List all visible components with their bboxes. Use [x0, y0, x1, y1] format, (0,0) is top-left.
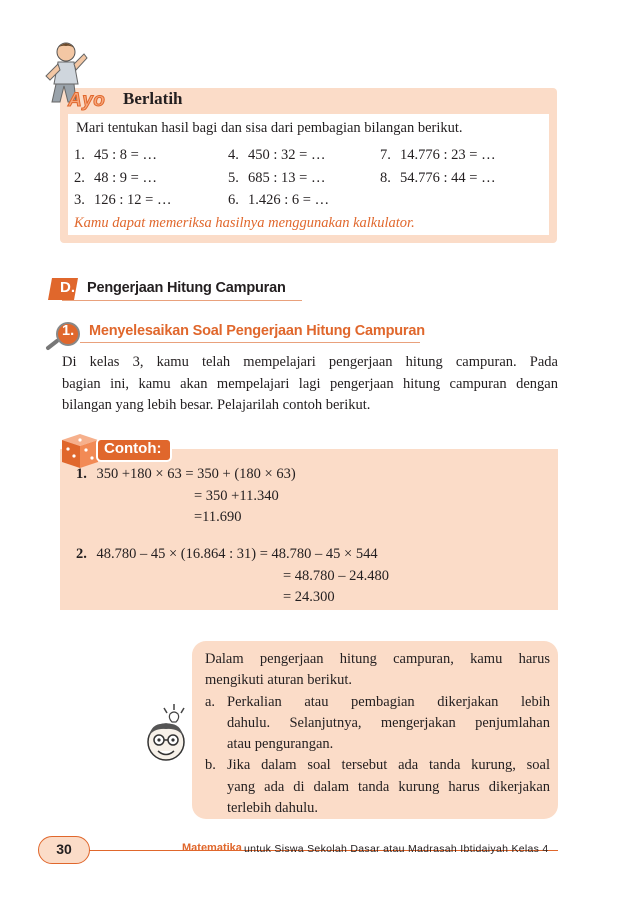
rule-a-line: Perkalian atau pembagian dikerjakan lebih [227, 693, 550, 710]
intro-paragraph [62, 352, 558, 417]
rule-a [205, 692, 550, 756]
rules-intro-line: mengikuti aturan berikut. [205, 672, 352, 689]
page-number: 30 [56, 841, 72, 857]
paragraph-line: bagian ini, kamu akan mempelajari lagi pengerjaan hitung campuran dengan [62, 375, 558, 392]
section-letter: D. [60, 279, 75, 296]
footer-brand: Matematika [182, 842, 242, 854]
example-1-number: 1. [76, 466, 87, 482]
paragraph-line: bilangan yang lebih besar. Pelajarilah contoh berikut. [62, 397, 371, 413]
exercise-item: 4. 450 : 32 = … [228, 147, 326, 163]
example-2-line-2: = 48.780 – 24.480 [283, 568, 390, 584]
exercise-item: 3. 126 : 12 = … [74, 192, 172, 208]
subsection-number: 1. [62, 323, 75, 339]
footer-text: untuk Siswa Sekolah Dasar atau Madrasah Ibtidaiyah Kelas 4 [244, 843, 549, 855]
exercise-item: 2. 48 : 9 = … [74, 169, 157, 186]
exercise-note: Kamu dapat memeriksa hasilnya menggunakan kalkulator. [74, 215, 415, 231]
example-2-line-3: = 24.300 [283, 589, 335, 605]
exercise-column-1 [74, 144, 171, 212]
ayo-badge-label: Ayo [68, 90, 106, 111]
rule-b [205, 755, 550, 819]
exercise-panel-body [68, 114, 549, 235]
rule-b-line: Jika dalam soal tersebut ada tanda kurung, soal [227, 757, 550, 774]
exercise-panel [60, 88, 557, 243]
rules-text [205, 649, 550, 819]
example-2-line-1: 48.780 – 45 × (16.864 : 31) = 48.780 – 45 × 544 [96, 546, 378, 562]
exercise-item: 7. 14.776 : 23 = … [380, 147, 496, 163]
thinking-character-icon [140, 702, 198, 766]
example-1 [76, 466, 296, 483]
exercise-item: 6. 1.426 : 6 = … [228, 192, 330, 208]
example-1-line-1: 350 +180 × 63 = 350 + (180 × 63) [96, 466, 296, 482]
exercise-item: 8. 54.776 : 44 = … [380, 169, 496, 186]
subsection-underline [80, 342, 420, 343]
example-2 [76, 546, 378, 563]
example-1-line-2: = 350 +11.340 [194, 488, 279, 504]
section-underline [62, 300, 302, 301]
exercise-item: 5. 685 : 13 = … [228, 169, 326, 186]
section-title: Pengerjaan Hitung Campuran [87, 280, 286, 296]
rule-b-mark: b. [205, 757, 216, 774]
rule-a-mark: a. [205, 693, 216, 710]
example-2-number: 2. [76, 546, 87, 562]
rules-intro-line: Dalam pengerjaan hitung campuran, kamu harus [205, 651, 550, 667]
rule-a-line: dahulu. Selanjutnya, mengerjakan penjumlahan [227, 714, 550, 731]
subsection-title: Menyelesaikan Soal Pengerjaan Hitung Campuran [89, 323, 425, 339]
example-label: Contoh: [104, 440, 162, 457]
exercise-instruction: Mari tentukan hasil bagi dan sisa dari pembagian bilangan berikut. [76, 120, 463, 136]
paragraph-line: Di kelas 3, kamu telah mempelajari pengerjaan hitung campuran. Pada [62, 354, 558, 370]
rule-b-line: terlebih dahulu. [227, 800, 319, 817]
example-1-line-3: =11.690 [194, 509, 242, 525]
exercise-item: 1. 45 : 8 = … [74, 147, 157, 163]
exercise-title: Berlatih [123, 89, 183, 108]
exercise-column-2 [228, 144, 329, 212]
ayo-badge [64, 88, 126, 116]
rule-b-line: yang ada di dalam tanda kurung harus dikerjakan [227, 778, 550, 795]
rule-a-line: atau pengurangan. [227, 736, 334, 753]
exercise-column-3 [380, 144, 496, 189]
